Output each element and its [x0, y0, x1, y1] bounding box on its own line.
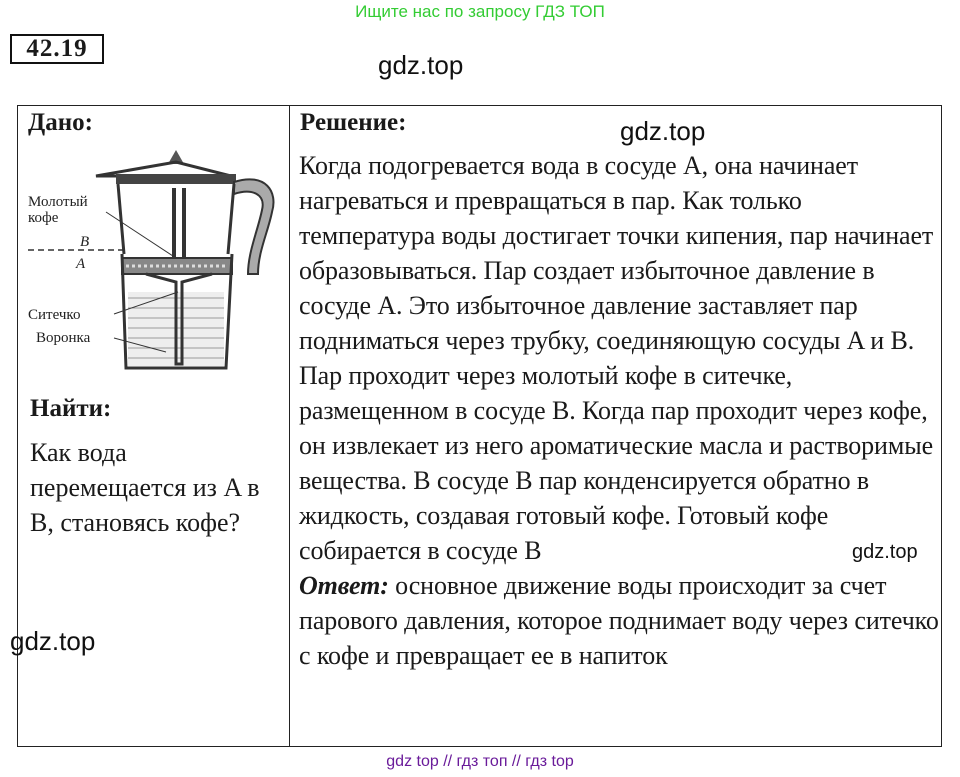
find-question: Как вода перемещается из A в B, становясь кофе?	[30, 438, 260, 537]
solution-text: Когда подогревается вода в сосуде A, она начинает нагреваться и превращаться в пар. Как только температура воды достигает точки кипения, пар начинает образовываться. Пар создает избыточное давление в сосуде A. Это избыточное давление заставляет пар подниматься через трубку, соединяющую сосуды A и B. Пар проходит через молотый кофе в ситечке, размещенном в сосуде B. Когда пар проходит через кофе, он извлекает из него ароматические масла и растворимые вещества. В сосуде B пар конденсируется обратно в жидкость, создавая готовый кофе. Готовый кофе собирается в сосуде B	[299, 151, 934, 565]
label-ground-coffee-1: Молотый	[28, 194, 88, 210]
bottom-banner: gdz top // гдз топ // гдз top	[386, 753, 574, 770]
label-funnel: Воронка	[36, 330, 91, 346]
answer-label: Ответ:	[299, 571, 389, 600]
watermark: gdz.top	[852, 541, 918, 563]
answer	[299, 568, 944, 673]
solution-heading: Решение:	[300, 109, 407, 136]
find-heading: Найти:	[30, 395, 112, 422]
label-vessel-b: B	[80, 234, 90, 250]
coffee-pot-diagram	[26, 142, 286, 386]
answer-text: основное движение воды происходит за счет парового давления, которое поднимает воду через ситечко с кофе и превращает ее в напиток	[299, 571, 939, 670]
top-banner: Ищите нас по запросу ГДЗ ТОП	[355, 2, 605, 21]
label-vessel-a: A	[76, 256, 86, 272]
label-ground-coffee-2: кофе	[28, 210, 59, 226]
watermark: gdz.top	[378, 50, 464, 80]
column-divider	[289, 105, 290, 747]
watermark: gdz.top	[620, 116, 706, 146]
problem-number: 42.19	[10, 34, 104, 64]
given-heading: Дано:	[28, 109, 93, 136]
label-strainer: Ситечко	[28, 307, 81, 323]
watermark: gdz.top	[10, 626, 96, 656]
solution-body	[299, 148, 944, 673]
